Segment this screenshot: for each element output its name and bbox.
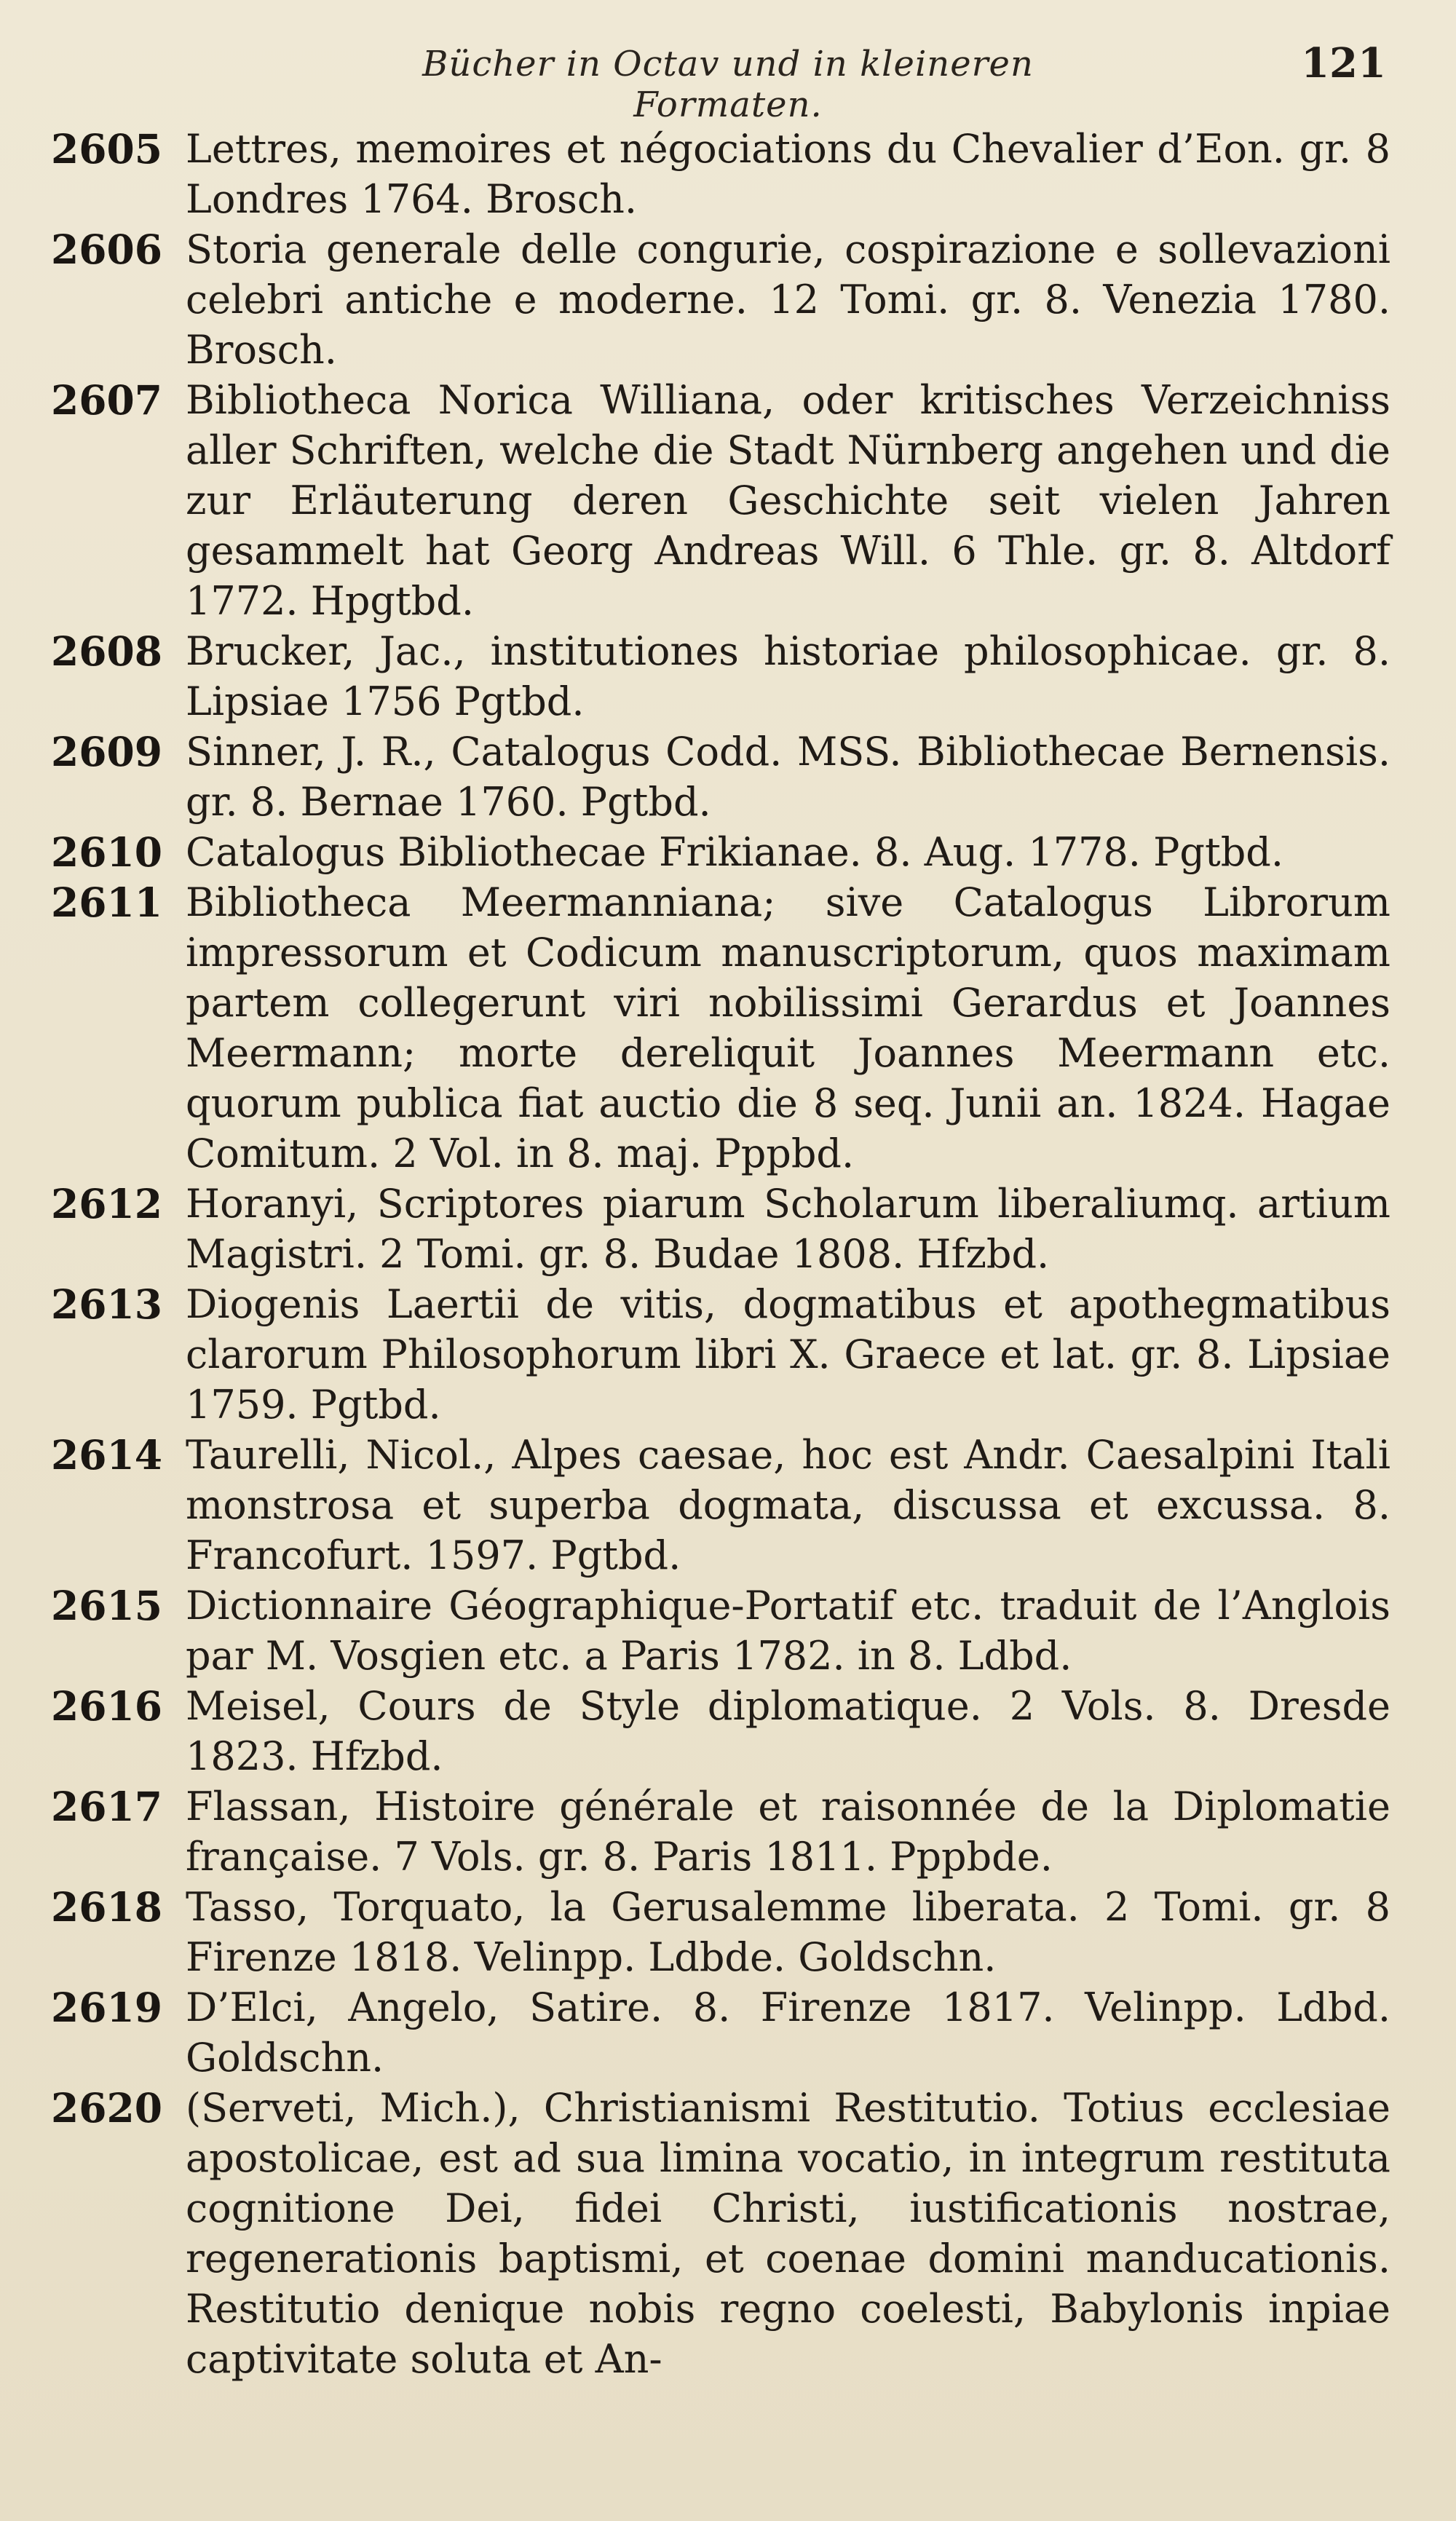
entry-text: Bibliotheca Meermanniana; sive Catalogus Librorum impressorum et Codicum manuscriptorum, quos maximam partem collegerunt viri nobilissimi Gerardus et Joannes Meermann; morte dereliquit Joannes Meermann etc. quorum publica fiat auctio die 8 seq. Junii an. 1824. Hagae Comitum. 2 Vol. in 8. maj. Pppbd. — [186, 879, 1390, 1176]
entry-text: Taurelli, Nicol., Alpes caesae, hoc est Andr. Caesalpini Itali monstrosa et superba dogmata, discussa et excussa. 8. Francofurt. 1597. Pgtbd. — [186, 1432, 1390, 1578]
catalog-entry — [51, 224, 1390, 375]
entry-number: 2609 — [51, 728, 163, 775]
entry-number: 2613 — [51, 1281, 163, 1328]
entry-text: Storia generale delle congurie, cospirazione e sollevazioni celebri antiche e moderne. 12 Tomi. gr. 8. Venezia 1780. Brosch. — [186, 226, 1390, 373]
entry-text: Meisel, Cours de Style diplomatique. 2 Vols. 8. Dresde 1823. Hfzbd. — [186, 1683, 1390, 1779]
entry-number: 2607 — [51, 376, 163, 424]
catalog-entries — [51, 124, 1390, 2384]
entry-number: 2616 — [51, 1682, 163, 1730]
catalog-entry — [51, 1681, 1390, 1781]
catalog-entry — [51, 827, 1390, 877]
entry-text: Tasso, Torquato, la Gerusalemme liberata. 2 Tomi. gr. 8 Firenze 1818. Velinpp. Ldbde. Goldschn. — [186, 1884, 1390, 1980]
running-title: Bücher in Octav und in kleineren Formaten. — [422, 44, 1034, 125]
entry-number: 2610 — [51, 828, 163, 876]
entry-number: 2615 — [51, 1582, 163, 1629]
entry-number: 2605 — [51, 125, 163, 173]
catalog-entry — [51, 1882, 1390, 1982]
entry-text: Bibliotheca Norica Williana, oder kritisches Verzeichniss aller Schriften, welche die Stadt Nürnberg angehen und die zur Erläuterung deren Geschichte seit vielen Jahren gesammelt hat Georg Andreas Will. 6 Thle. gr. 8. Altdorf 1772. Hpgtbd. — [186, 377, 1390, 624]
page-header — [0, 28, 1456, 125]
entry-text: (Serveti, Mich.), Christianismi Restitutio. Totius ecclesiae apostolicae, est ad sua limina vocatio, in integrum restituta cognitione Dei, fidei Christi, iustificationis nostrae, regenerationis baptismi, et coenae domini manducationis. Restitutio denique nobis regno coelesti, Babylonis inpiae captivitate soluta et An- — [186, 2085, 1390, 2382]
catalog-entry — [51, 1279, 1390, 1430]
entry-text: Horanyi, Scriptores piarum Scholarum liberaliumq. artium Magistri. 2 Tomi. gr. 8. Budae 1808. Hfzbd. — [186, 1181, 1390, 1277]
catalog-entry — [51, 1580, 1390, 1681]
entry-text: Dictionnaire Géographique-Portatif etc. traduit de l’Anglois par M. Vosgien etc. a Paris 1782. in 8. Ldbd. — [186, 1583, 1390, 1679]
entry-number: 2612 — [51, 1180, 163, 1227]
entry-number: 2606 — [51, 226, 163, 273]
entry-text: Brucker, Jac., institutiones historiae philosophicae. gr. 8. Lipsiae 1756 Pgtbd. — [186, 628, 1390, 724]
entry-number: 2618 — [51, 1883, 163, 1931]
entry-text: Lettres, memoires et négociations du Chevalier d’Eon. gr. 8 Londres 1764. Brosch. — [186, 126, 1390, 222]
entry-text: Sinner, J. R., Catalogus Codd. MSS. Bibliothecae Bernensis. gr. 8. Bernae 1760. Pgtbd. — [186, 729, 1390, 825]
entry-number: 2614 — [51, 1431, 163, 1479]
catalog-entry — [51, 1982, 1390, 2083]
catalog-entry — [51, 877, 1390, 1179]
catalog-entry — [51, 124, 1390, 224]
catalog-entry — [51, 1179, 1390, 1279]
catalog-entry — [51, 1781, 1390, 1882]
catalog-entry — [51, 626, 1390, 727]
entry-number: 2611 — [51, 879, 163, 926]
entry-text: Flassan, Histoire générale et raisonnée de la Diplomatie française. 7 Vols. gr. 8. Paris 1811. Pppbde. — [186, 1784, 1390, 1880]
catalog-entry — [51, 375, 1390, 626]
page-number: 121 — [1301, 39, 1386, 87]
entry-text: Catalogus Bibliothecae Frikianae. 8. Aug. 1778. Pgtbd. — [186, 829, 1283, 875]
entry-text: Diogenis Laertii de vitis, dogmatibus et apothegmatibus clarorum Philosophorum libri X. Graece et lat. gr. 8. Lipsiae 1759. Pgtbd. — [186, 1281, 1390, 1428]
entry-number: 2608 — [51, 628, 163, 675]
catalog-entry — [51, 1430, 1390, 1580]
catalog-entry — [51, 2083, 1390, 2384]
entry-number: 2617 — [51, 1783, 163, 1830]
catalog-entry — [51, 727, 1390, 827]
entry-text: D’Elci, Angelo, Satire. 8. Firenze 1817. Velinpp. Ldbd. Goldschn. — [186, 1984, 1390, 2081]
entry-number: 2619 — [51, 1984, 163, 2031]
entry-number: 2620 — [51, 2084, 163, 2132]
